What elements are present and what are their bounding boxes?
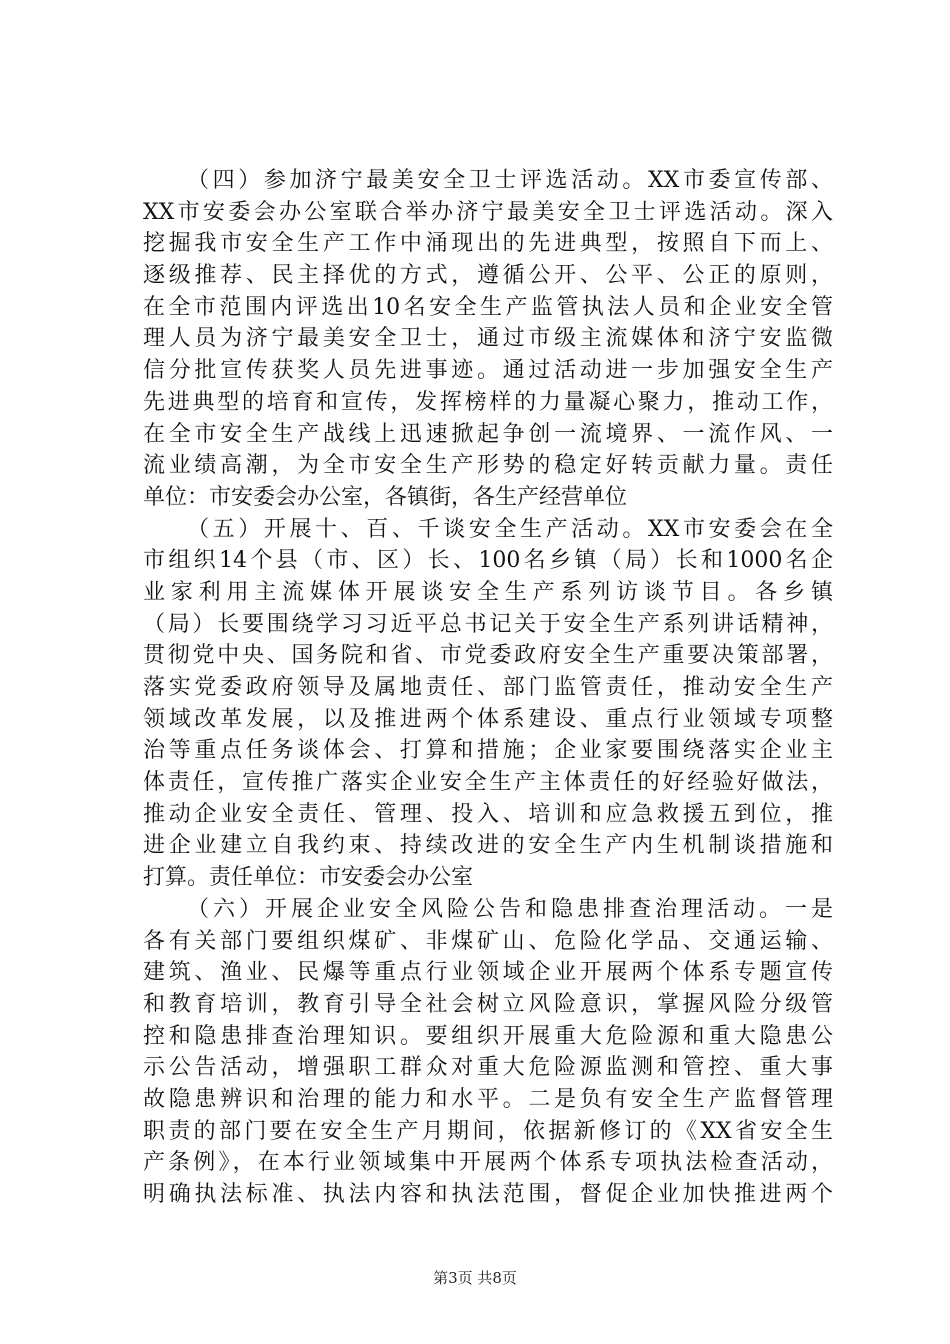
paragraph-4-line-5: 在全市范围内评选出10名安全生产监管执法人员和企业安全管	[143, 294, 833, 320]
paragraph-6-line-10: 明确执法标准、执法内容和执法范围，督促企业加快推进两个	[143, 1182, 833, 1207]
paragraph-5-line-9: 体责任，宣传推广落实企业安全生产主体责任的好经验好做法，	[143, 770, 833, 796]
paragraph-4-line-3: 挖掘我市安全生产工作中涌现出的先进典型，按照自下而上、	[143, 231, 833, 257]
paragraph-5-line-5: 贯彻党中央、国务院和省、市党委政府安全生产重要决策部署，	[143, 643, 833, 669]
paragraph-5-line-10: 推动企业安全责任、管理、投入、培训和应急救援五到位，推	[143, 801, 833, 827]
paragraph-6-line-6: 示公告活动，增强职工群众对重大危险源监测和管控、重大事	[143, 1055, 833, 1081]
paragraph-4-line-4: 逐级推荐、民主择优的方式，遵循公开、公平、公正的原则，	[143, 263, 833, 289]
paragraph-6-line-9: 产条例》，在本行业领域集中开展两个体系专项执法检查活动，	[143, 1150, 833, 1176]
paragraph-4-line-2: XX市安委会办公室联合举办济宁最美安全卫士评选活动。深入	[143, 199, 833, 225]
paragraph-6-line-2: 各有关部门要组织煤矿、非煤矿山、危险化学品、交通运输、	[143, 928, 833, 954]
paragraph-5-line-11: 进企业建立自我约束、持续改进的安全生产内生机制谈措施和	[143, 833, 833, 859]
paragraph-5-line-7: 领域改革发展，以及推进两个体系建设、重点行业领域专项整	[143, 706, 833, 732]
paragraph-4-line-9: 在全市安全生产战线上迅速掀起争创一流境界、一流作风、一	[143, 421, 833, 447]
paragraph-4-line-7: 信分批宣传获奖人员先进事迹。通过活动进一步加强安全生产	[143, 358, 833, 384]
paragraph-4-line-8: 先进典型的培育和宣传，发挥榜样的力量凝心聚力，推动工作，	[143, 389, 833, 415]
paragraph-5-line-3: 业家利用主流媒体开展谈安全生产系列访谈节目。各乡镇	[143, 579, 833, 605]
paragraph-6-line-3: 建筑、渔业、民爆等重点行业领域企业开展两个体系专题宣传	[143, 960, 833, 986]
paragraph-5-line-6: 落实党委政府领导及属地责任、部门监管责任，推动安全生产	[143, 675, 833, 700]
paragraph-4-line-6: 理人员为济宁最美安全卫士，通过市级主流媒体和济宁安监微	[143, 326, 833, 352]
paragraph-4-line-1: （四）参加济宁最美安全卫士评选活动。XX市委宣传部、	[187, 168, 833, 193]
paragraph-6-line-7: 故隐患辨识和治理的能力和水平。二是负有安全生产监督管理	[143, 1086, 833, 1112]
paragraph-4-line-11: 单位：市安委会办公室，各镇街，各生产经营单位	[143, 484, 628, 510]
paragraph-6-line-1: （六）开展企业安全风险公告和隐患排查治理活动。一是	[187, 896, 833, 922]
paragraph-5-line-1: （五）开展十、百、千谈安全生产活动。XX市安委会在全	[187, 516, 833, 542]
paragraph-5-line-8: 治等重点任务谈体会、打算和措施；企业家要围绕落实企业主	[143, 738, 833, 764]
paragraph-5-line-12: 打算。责任单位：市安委会办公室	[143, 865, 474, 891]
paragraph-4-line-10: 流业绩高潮，为全市安全生产形势的稳定好转贡献力量。责任	[143, 453, 833, 479]
paragraph-5-line-4: （局）长要围绕学习习近平总书记关于安全生产系列讲话精神，	[143, 611, 833, 637]
paragraph-6-line-5: 控和隐患排查治理知识。要组织开展重大危险源和重大隐患公	[143, 1023, 833, 1049]
document-body	[143, 165, 833, 1211]
page-footer: 第3页 共8页	[433, 1269, 517, 1287]
paragraph-6-line-4: 和教育培训，教育引导全社会树立风险意识，掌握风险分级管	[143, 991, 833, 1017]
paragraph-5-line-2: 市组织14个县（市、区）长、100名乡镇（局）长和1000名企	[143, 548, 833, 574]
paragraph-6-line-8: 职责的部门要在安全生产月期间，依据新修订的《XX省安全生	[143, 1118, 833, 1144]
